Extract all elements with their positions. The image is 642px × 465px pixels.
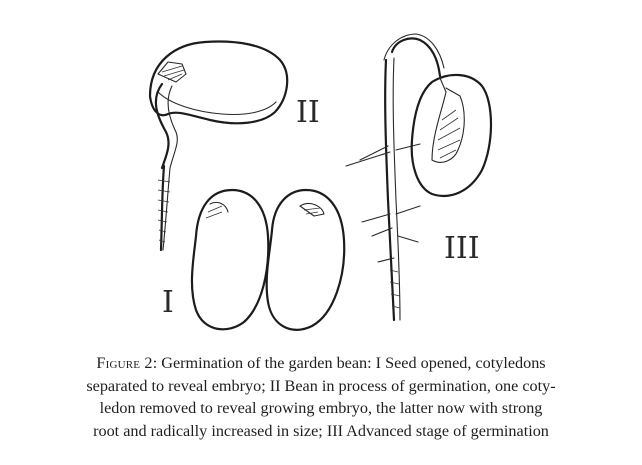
caption-line-1 (30, 352, 612, 375)
stage-two-drawing (150, 42, 287, 250)
stage-three-drawing (346, 34, 491, 320)
figure-caption (30, 352, 612, 442)
label-stage-two: II (296, 95, 320, 130)
caption-line-3: ledon removed to reveal growing embryo, the latter now with strong (99, 399, 543, 417)
stage-one-drawing (192, 190, 344, 330)
cotyledon-right (267, 190, 345, 330)
caption-line-2: separated to reveal embryo; II Bean in process of germination, one coty- (86, 376, 556, 395)
figure-label: Figure 2 (96, 354, 153, 372)
label-stage-one: I (162, 285, 174, 320)
cotyledon-left (192, 190, 268, 329)
bean-cotyledon (150, 42, 287, 124)
seed-coat (412, 75, 491, 196)
label-stage-three: III (444, 231, 480, 266)
caption-separator: : (152, 354, 162, 372)
caption-line-1-text: Germination of the garden bean: I Seed opened, cotyledons (161, 354, 546, 372)
caption-line-4: root and radically increased in size; III Advanced stage of germination (93, 421, 549, 440)
